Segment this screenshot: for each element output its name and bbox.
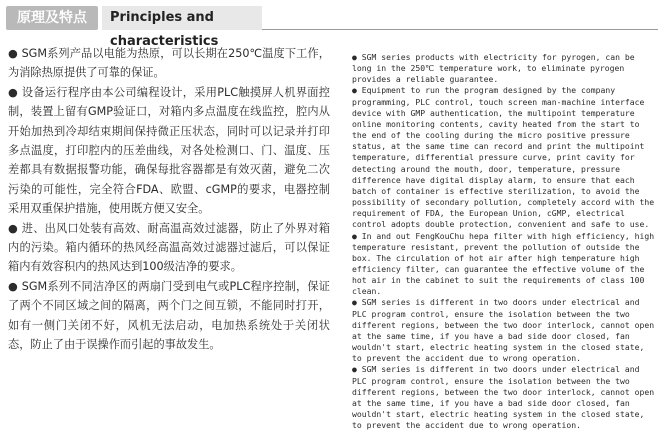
en-paragraph: ● SGM series is different in two doors under electrical and PLC program control, ensure the isolation between the two different regions, between the two door interlock, cannot open at the same time, if you have a bad side door closed, fan wouldn't start, electric heating system in the closed state, to prevent the accident due to wrong operation. bbox=[352, 297, 655, 364]
en-paragraph: ● In and out FengKouChu hepa filter with high efficiency, high temperature resistant, prevent the pollution of outside the box. The circulation of hot air after high temperature high efficiency filter, can guarantee the effective volume of the hot air in the cabinet to suit the requirements of class 100 clean. bbox=[352, 230, 655, 297]
header-badge: 原理及特点 bbox=[6, 6, 98, 30]
header-title: Principles and characteristics bbox=[102, 6, 262, 30]
section-header bbox=[0, 6, 665, 49]
en-paragraph: ● Equipment to run the program designed by the company programming, PLC control, touch screen man-machine interface device with GMP authentication, the multipoint temperature online monitoring contents, cavity heated from the start to the end of the cooling during the micro positive pressure status, at the same time can record and print the multipoint temperature, differential pressure curve, print cavity for detecting around the mouth, door, temperature, pressure difference have digital display alarm, to ensure that each batch of container is effective sterilization, to avoid the possibility of secondary pollution, completely accord with the requirement of FDA, the European Union, cGMP, electrical control adopts double protection, convenient and safe to use. bbox=[352, 85, 655, 230]
header-divider bbox=[262, 29, 658, 30]
en-paragraph: ● SGM series is different in two doors under electrical and PLC program control, ensure the isolation between the two different regions, between the two door interlock, cannot open at the same time, if you have a bad side door closed, fan wouldn't start, electric heating system in the closed state, to prevent the accident due to wrong operation. bbox=[352, 364, 655, 431]
en-paragraph: ● SGM series products with electricity for pyrogen, can be long in the 250℃ temperature work, to eliminate pyrogen provides a reliable guarantee. bbox=[352, 52, 635, 85]
cn-paragraph: ● SGM系列不同洁净区的两扇门受到电气或PLC程序控制，保证了两个不同区域之间的隔离，两个门之间互锁，不能同时打开，如有一侧门关闭不好，风机无法启动，电加热系统处于关闭状态，防止了由于误操作而引起的事故发生。 bbox=[8, 279, 330, 352]
english-column bbox=[352, 52, 658, 431]
cn-paragraph: ● 进、出风口处装有高效、耐高温高效过滤器，防止了外界对箱内的污染。箱内循环的热风经高温高效过滤器过滤后，可以保证箱内有效容积内的热风达到100级洁净的要求。 bbox=[8, 221, 330, 274]
chinese-column bbox=[8, 44, 330, 355]
cn-paragraph: ● SGM系列产品以电能为热原，可以长期在250℃温度下工作，为消除热原提供了可靠的保证。 bbox=[8, 47, 330, 80]
cn-paragraph: ● 设备运行程序由本公司编程设计，采用PLC触摸屏人机界面控制，装置上留有GMP验证口，对箱内多点温度在线监控，腔内从开始加热到冷却结束期间保持微正压状态，同时可以记录并打印多点温度，打印腔内的压差曲线，对各处检测口、门、温度、压差都具有数据报警功能，确保每批容器都是有效灭菌，避免二次污染的可能性，完全符合FDA、欧盟、cGMP的要求，电器控制采用双重保护措施，使用既方便又安全。 bbox=[8, 85, 330, 216]
